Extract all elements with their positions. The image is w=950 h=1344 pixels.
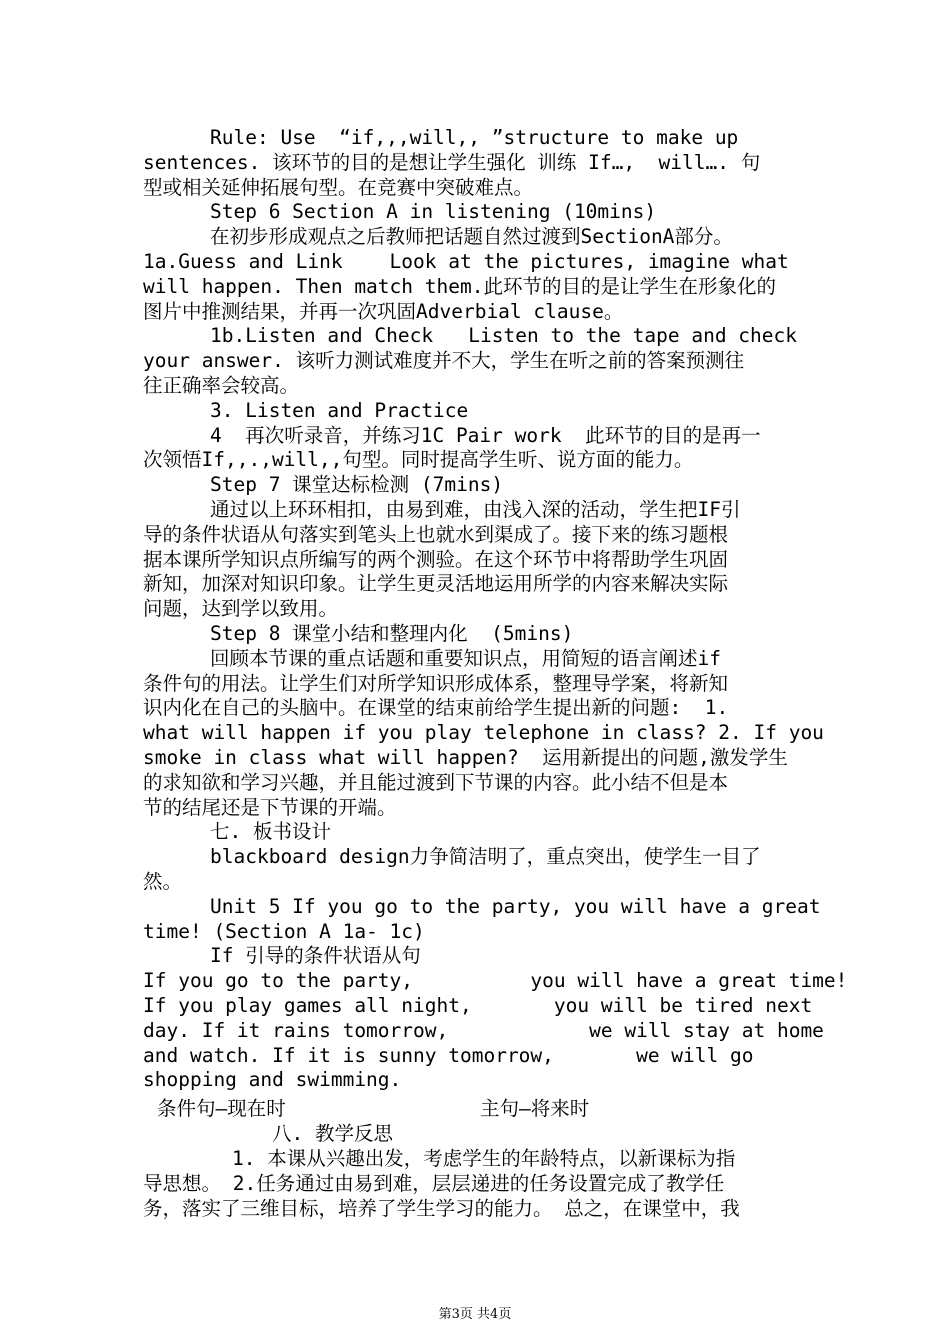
text-line: blackboard design力争简洁明了，重点突出，使学生一目了 bbox=[210, 845, 761, 869]
text-line: Step 6 Section A in listening (10mins) bbox=[210, 200, 657, 224]
text-line: If 引导的条件状语从句 bbox=[210, 944, 421, 968]
text-line: 导思想。 2.任务通过由易到难，层层递进的任务设置完成了教学任 bbox=[143, 1171, 725, 1195]
text-line: If you play games all night, you will be tired next bbox=[143, 994, 813, 1017]
text-line: 在初步形成观点之后教师把话题自然过渡到SectionA部分。 bbox=[210, 225, 733, 249]
text-line: your answer. 该听力测试难度并不大，学生在听之前的答案预测往 bbox=[143, 349, 745, 373]
text-line: and watch. If it is sunny tomorrow, we will go bbox=[143, 1043, 754, 1067]
text-line: 3. Listen and Practice bbox=[210, 398, 469, 422]
text-line: time! (Section A 1a- 1c) bbox=[143, 919, 425, 943]
text-line: 1. 本课从兴趣出发，考虑学生的年龄特点，以新课标为指 bbox=[232, 1147, 736, 1170]
text-line: Step 7 课堂达标检测 (7mins) bbox=[210, 473, 504, 497]
text-line: Rule: Use “if,,,will,, ”structure to make up bbox=[210, 126, 739, 149]
text-line: 1b.Listen and Check Listen to the tape and check bbox=[210, 324, 797, 348]
text-line: 然。 bbox=[143, 870, 183, 893]
section-heading-reflection: 八. 教学反思 bbox=[272, 1122, 393, 1145]
text-line: 通过以上环环相扣，由易到难，由浅入深的活动，学生把IF引 bbox=[210, 498, 741, 521]
text-line: 务，落实了三维目标，培养了学生学习的能力。 总之，在课堂中，我 bbox=[143, 1196, 740, 1220]
text-line: 节的结尾还是下节课的开端。 bbox=[143, 795, 397, 819]
text-line: 的求知欲和学习兴趣，并且能过渡到下节课的内容。此小结不但是本 bbox=[143, 770, 729, 794]
text-line: 1a.Guess and Link Look at the pictures, imagine what bbox=[143, 250, 789, 273]
text-line: 条件句的用法。让学生们对所学知识形成体系，整理导学案，将新知 bbox=[143, 671, 729, 695]
text-line: 图片中推测结果，并再一次巩固Adverbial clause。 bbox=[143, 299, 624, 323]
text-line: Unit 5 If you go to the party, you will have a great bbox=[210, 894, 821, 918]
text-line: 识内化在自己的头脑中。在课堂的结束前给学生提出新的问题: 1. bbox=[143, 696, 729, 720]
text-line: 据本课所学知识点所编写的两个测验。在这个环节中将帮助学生巩固 bbox=[143, 547, 729, 571]
text-line: will happen. Then match them.此环节的目的是让学生在形象化的 bbox=[143, 274, 776, 298]
text-line: what will happen if you play telephone in class? 2. If you bbox=[143, 721, 824, 745]
text-line: 问题，达到学以致用。 bbox=[143, 597, 339, 621]
text-line: 七. 板书设计 bbox=[210, 820, 331, 844]
text-line: 回顾本节课的重点话题和重要知识点，用简短的语言阐述if bbox=[210, 646, 721, 670]
summary-left: 条件句—现在时 bbox=[157, 1097, 286, 1120]
text-line: day. If it rains tomorrow, we will stay at home bbox=[143, 1018, 824, 1042]
text-line: 型或相关延伸拓展句型。在竞赛中突破难点。 bbox=[143, 175, 534, 199]
text-line: 次领悟If,,.,will,,句型。同时提高学生听、说方面的能力。 bbox=[143, 448, 694, 472]
text-line: Step 8 课堂小结和整理内化 (5mins) bbox=[210, 622, 574, 645]
text-line: sentences. 该环节的目的是想让学生强化 训练 If…, will…. 句 bbox=[143, 150, 761, 174]
page-footer: 第3页 共4页 bbox=[438, 1307, 512, 1322]
text-line: shopping and swimming. bbox=[143, 1068, 402, 1092]
text-line: 导的条件状语从句落实到笔头上也就水到渠成了。接下来的练习题根 bbox=[143, 522, 729, 546]
summary-right: 主句—将来时 bbox=[480, 1097, 590, 1120]
text-line: 4 再次听录音，并练习1C Pair work 此环节的目的是再一 bbox=[210, 423, 761, 447]
text-line: smoke in class what will happen? 运用新提出的问题,激发学生 bbox=[143, 746, 788, 769]
text-line: 新知，加深对知识印象。让学生更灵活地运用所学的内容来解决实际 bbox=[143, 572, 729, 596]
text-line: 往正确率会较高。 bbox=[143, 374, 300, 397]
text-line: If you go to the party, you will have a great time! bbox=[143, 969, 848, 993]
